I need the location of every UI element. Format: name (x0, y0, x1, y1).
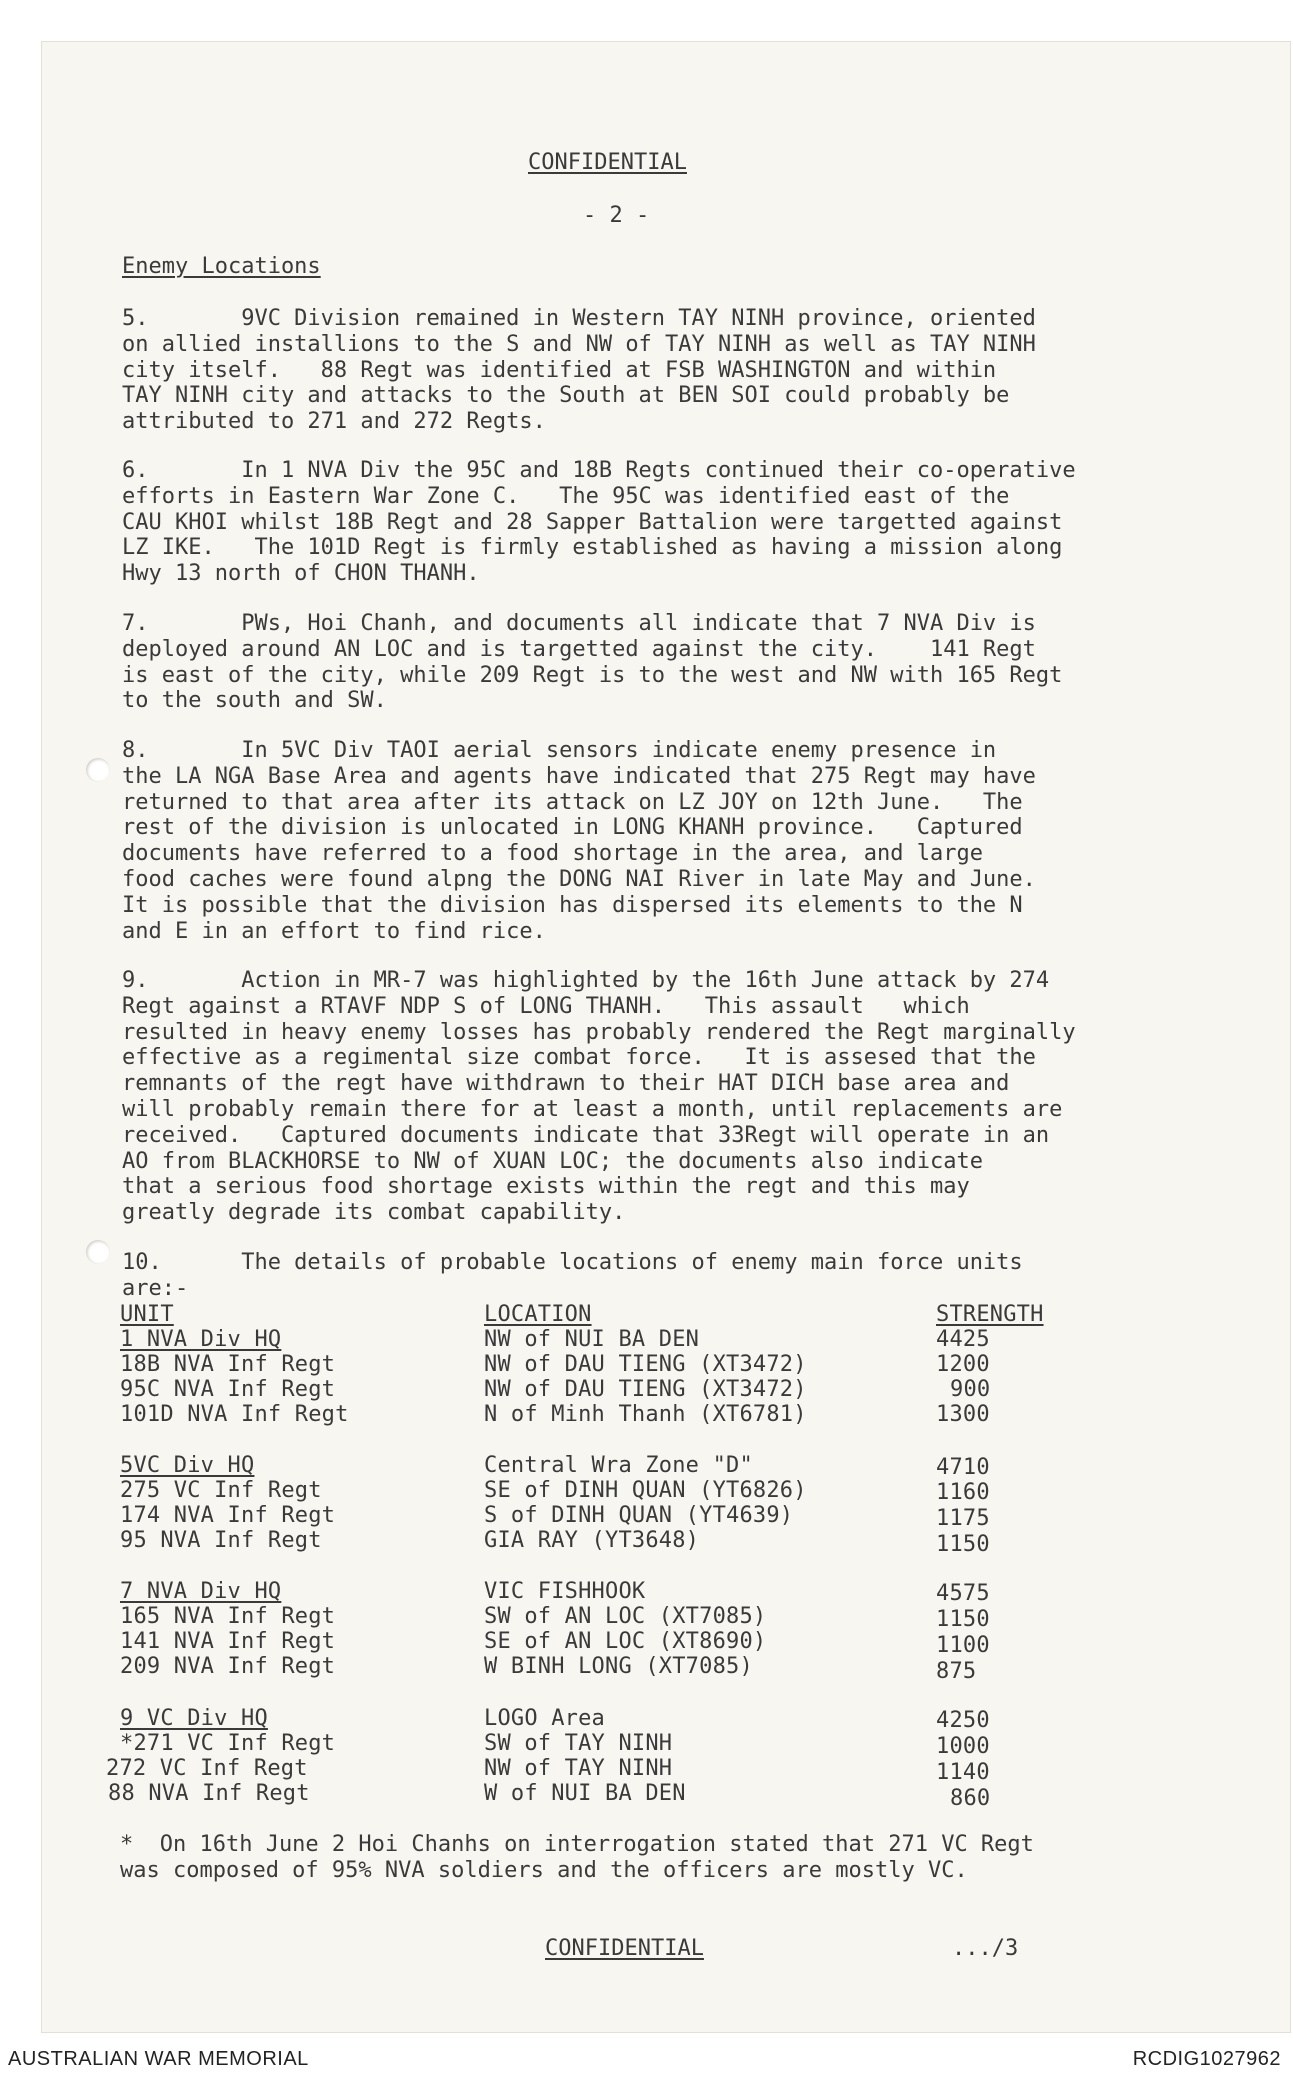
unit-name: 95C NVA Inf Regt (120, 1377, 336, 1402)
text-line: CAU KHOI whilst 18B Regt and 28 Sapper Battalion were targetted against (122, 509, 1063, 535)
unit-strength: 860 (950, 1786, 991, 1811)
text-line: to the south and SW. (122, 688, 387, 714)
text-line: 6. In 1 NVA Div the 95C and 18B Regts continued their co-operative (122, 458, 1076, 483)
text-line: 5. 9VC Division remained in Western TAY NINH province, oriented (122, 306, 1036, 331)
unit-strength: 1300 (936, 1402, 990, 1427)
unit-name: 95 NVA Inf Regt (120, 1528, 322, 1553)
section-title: Enemy Locations (122, 254, 321, 279)
punch-hole (86, 1240, 110, 1264)
unit-location: SE of AN LOC (XT8690) (484, 1629, 767, 1654)
unit-name: 141 NVA Inf Regt (120, 1629, 336, 1654)
footer-classification: CONFIDENTIAL (545, 1936, 704, 1961)
paragraph-5 (122, 306, 1217, 435)
text-line: effective as a regimental size combat force. It is assesed that the (122, 1045, 1036, 1071)
unit-strength: 1150 (936, 1607, 990, 1632)
unit-location: W BINH LONG (XT7085) (484, 1654, 753, 1679)
footnote (120, 1832, 1215, 1884)
text-line: 7. PWs, Hoi Chanh, and documents all indicate that 7 NVA Div is (122, 611, 1036, 636)
unit-name: 7 NVA Div HQ (120, 1579, 282, 1604)
text-line: resulted in heavy enemy losses has probably rendered the Regt marginally (122, 1019, 1076, 1045)
text-line: is east of the city, while 209 Regt is to the west and NW with 165 Regt (122, 662, 1063, 688)
archive-label: AUSTRALIAN WAR MEMORIAL (8, 2048, 309, 2070)
unit-name: 101D NVA Inf Regt (120, 1402, 349, 1427)
unit-strength: 4710 (936, 1455, 990, 1480)
unit-strength: 4575 (936, 1581, 990, 1606)
unit-location: SE of DINH QUAN (YT6826) (484, 1478, 807, 1503)
text-line: on allied installions to the S and NW of TAY NINH as well as TAY NINH (122, 331, 1036, 357)
text-line: are:- (122, 1275, 189, 1301)
unit-strength: 4425 (936, 1327, 990, 1352)
unit-name: 272 VC Inf Regt (106, 1756, 308, 1781)
text-line: food caches were found alpng the DONG NAI River in late May and June. (122, 866, 1036, 892)
unit-name: 88 NVA Inf Regt (108, 1781, 310, 1806)
text-line: and E in an effort to find rice. (122, 918, 546, 944)
text-line: AO from BLACKHORSE to NW of XUAN LOC; the documents also indicate (122, 1148, 983, 1174)
unit-strength: 1140 (936, 1760, 990, 1785)
unit-name: 275 VC Inf Regt (120, 1478, 322, 1503)
unit-location: GIA RAY (YT3648) (484, 1528, 700, 1553)
punch-hole (86, 758, 110, 782)
unit-location: Central Wra Zone "D" (484, 1453, 753, 1478)
paragraph-6 (122, 458, 1217, 587)
paragraph-9 (122, 968, 1217, 1226)
text-line: received. Captured documents indicate that 33Regt will operate in an (122, 1122, 1050, 1148)
text-line: It is possible that the division has dispersed its elements to the N (122, 892, 1023, 918)
text-line: rest of the division is unlocated in LONG KHANH province. Captured (122, 815, 1023, 841)
unit-name: 1 NVA Div HQ (120, 1327, 282, 1352)
unit-location: S of DINH QUAN (YT4639) (484, 1503, 794, 1528)
continuation-marker: .../3 (952, 1936, 1019, 1961)
unit-location: VIC FISHHOOK (484, 1579, 646, 1604)
unit-location: LOGO Area (484, 1706, 606, 1731)
unit-location: SW of AN LOC (XT7085) (484, 1604, 767, 1629)
unit-strength: 875 (936, 1659, 977, 1684)
paragraph-7 (122, 611, 1217, 714)
unit-strength: 4250 (936, 1708, 990, 1733)
unit-name: *271 VC Inf Regt (120, 1731, 336, 1756)
text-line: LZ IKE. The 101D Regt is firmly established as having a mission along (122, 535, 1063, 561)
text-line: 10. The details of probable locations of enemy main force units (122, 1250, 1023, 1275)
unit-strength: 1100 (936, 1633, 990, 1658)
text-line: attributed to 271 and 272 Regts. (122, 409, 546, 435)
unit-strength: 1150 (936, 1532, 990, 1557)
text-line: that a serious food shortage exists within the regt and this may (122, 1174, 970, 1200)
paragraph-8 (122, 738, 1217, 944)
text-line: greatly degrade its combat capability. (122, 1200, 626, 1226)
unit-location: NW of DAU TIENG (XT3472) (484, 1352, 807, 1377)
text-line: will probably remain there for at least a month, until replacements are (122, 1096, 1063, 1122)
text-line: TAY NINH city and attacks to the South at BEN SOI could probably be (122, 383, 1010, 409)
unit-location: W of NUI BA DEN (484, 1781, 686, 1806)
unit-name: 174 NVA Inf Regt (120, 1503, 336, 1528)
archive-id: RCDIG1027962 (1132, 2048, 1281, 2070)
paragraph-10 (122, 1250, 1217, 1302)
unit-location: NW of DAU TIENG (XT3472) (484, 1377, 807, 1402)
text-line: Hwy 13 north of CHON THANH. (122, 561, 480, 587)
text-line: documents have referred to a food shortage in the area, and large (122, 841, 983, 867)
text-line: the LA NGA Base Area and agents have indicated that 275 Regt may have (122, 763, 1036, 789)
unit-strength: 900 (950, 1377, 991, 1402)
text-line: Regt against a RTAVF NDP S of LONG THANH. This assault which (122, 993, 970, 1019)
text-line: efforts in Eastern War Zone C. The 95C was identified east of the (122, 483, 1010, 509)
unit-name: 5VC Div HQ (120, 1453, 255, 1478)
column-header-strength: STRENGTH (936, 1302, 1044, 1327)
text-line: was composed of 95% NVA soldiers and the officers are mostly VC. (120, 1857, 968, 1883)
text-line: deployed around AN LOC and is targetted against the city. 141 Regt (122, 636, 1036, 662)
unit-name: 9 VC Div HQ (120, 1706, 268, 1731)
unit-name: 209 NVA Inf Regt (120, 1654, 336, 1679)
unit-strength: 1160 (936, 1480, 990, 1505)
unit-name: 18B NVA Inf Regt (120, 1352, 336, 1377)
unit-location: NW of TAY NINH (484, 1756, 673, 1781)
unit-strength: 1000 (936, 1734, 990, 1759)
column-header-location: LOCATION (484, 1302, 592, 1327)
column-header-unit: UNIT (120, 1302, 174, 1327)
unit-name: 165 NVA Inf Regt (120, 1604, 336, 1629)
unit-location: NW of NUI BA DEN (484, 1327, 700, 1352)
unit-location: SW of TAY NINH (484, 1731, 673, 1756)
text-line: * On 16th June 2 Hoi Chanhs on interrogation stated that 271 VC Regt (120, 1832, 1034, 1857)
unit-strength: 1200 (936, 1352, 990, 1377)
text-line: 9. Action in MR-7 was highlighted by the 16th June attack by 274 (122, 968, 1050, 993)
page-number: - 2 - (583, 203, 650, 228)
unit-strength: 1175 (936, 1506, 990, 1531)
header-classification: CONFIDENTIAL (528, 150, 687, 175)
text-line: remnants of the regt have withdrawn to their HAT DICH base area and (122, 1071, 1010, 1097)
text-line: returned to that area after its attack on LZ JOY on 12th June. The (122, 789, 1023, 815)
unit-location: N of Minh Thanh (XT6781) (484, 1402, 807, 1427)
text-line: city itself. 88 Regt was identified at FSB WASHINGTON and within (122, 357, 997, 383)
text-line: 8. In 5VC Div TAOI aerial sensors indicate enemy presence in (122, 738, 997, 763)
